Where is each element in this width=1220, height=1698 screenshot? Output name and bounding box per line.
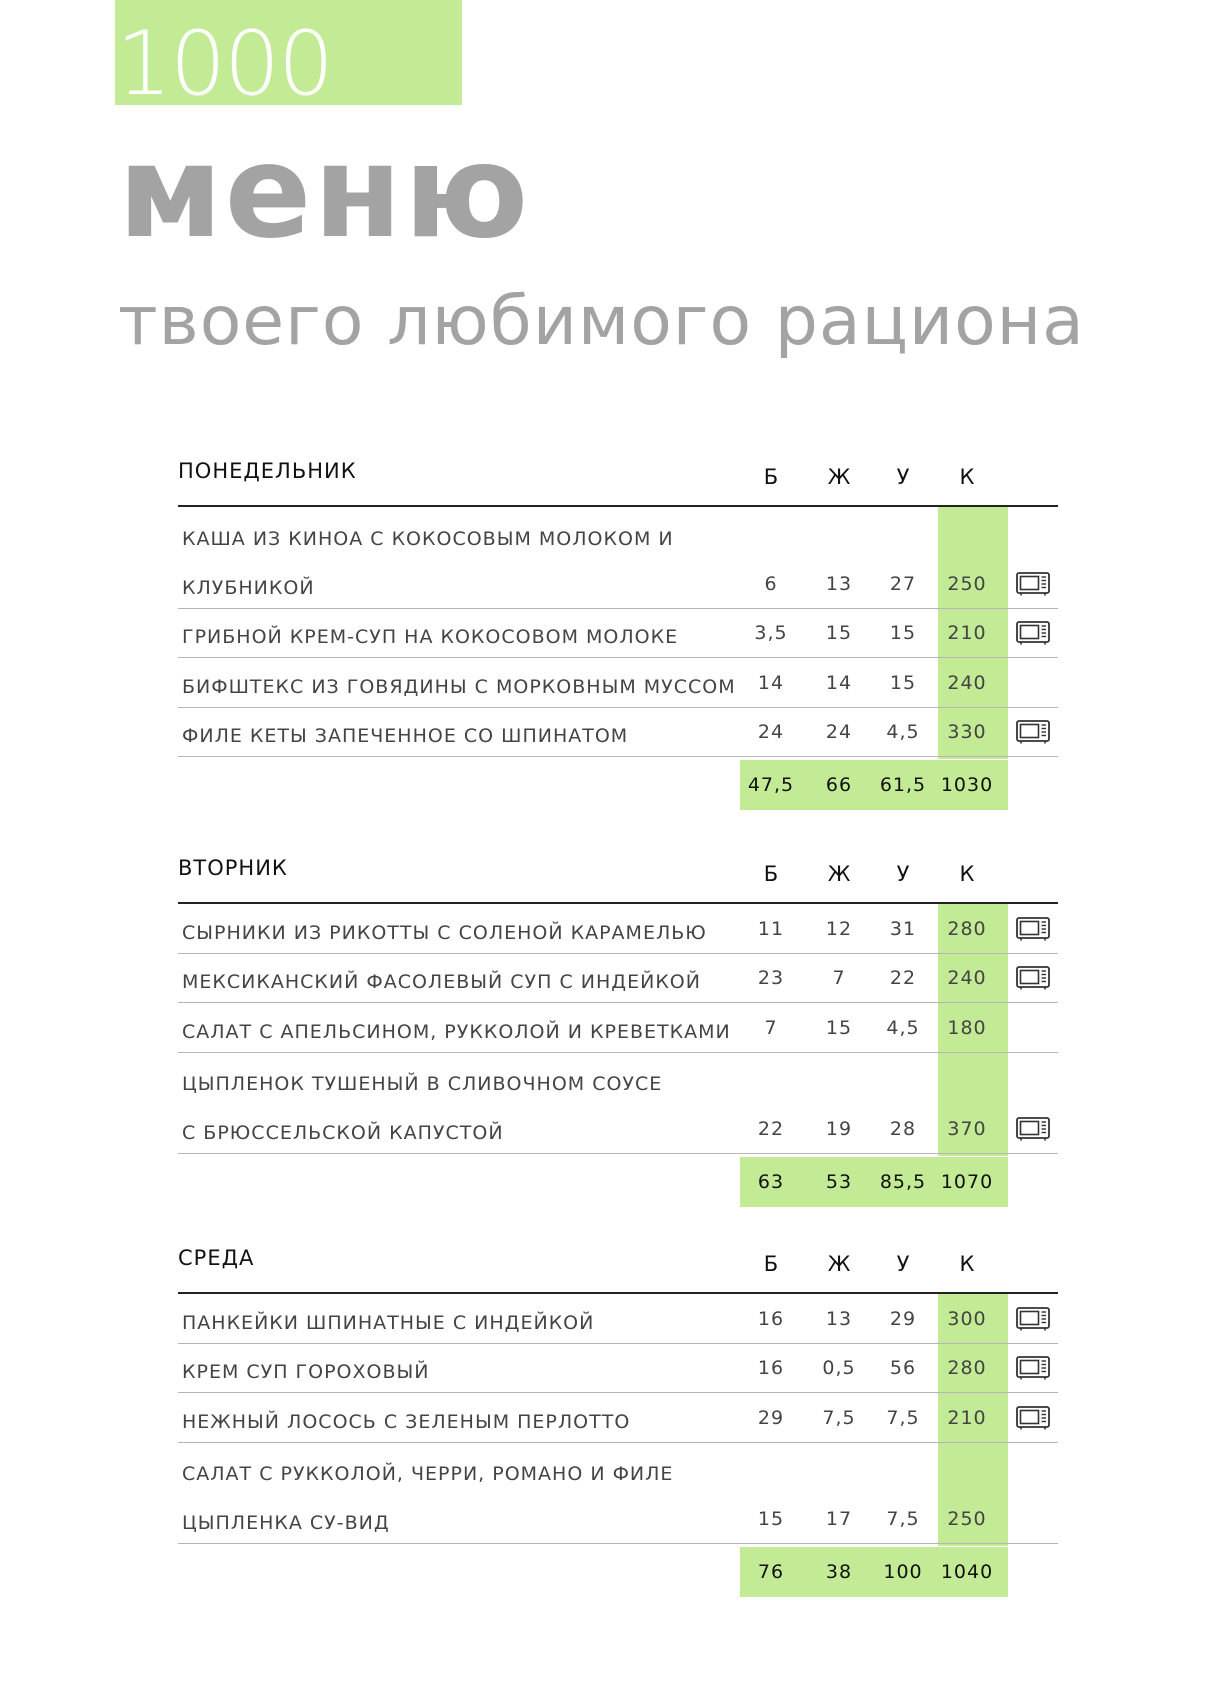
page-title: меню [118, 118, 531, 267]
meal-u-value: 31 [889, 917, 917, 940]
meal-u-value: 56 [889, 1357, 917, 1379]
total-b-value: 47,5 [747, 774, 795, 796]
meal-zh-value: 14 [825, 671, 853, 694]
column-header: Б [763, 465, 779, 489]
column-header: Ж [827, 862, 851, 886]
meal-row [178, 658, 1058, 708]
meal-zh-value: 24 [825, 721, 853, 743]
microwave-icon [1016, 720, 1050, 744]
meal-zh-value: 15 [825, 622, 853, 644]
meal-zh-value: 17 [825, 1508, 853, 1530]
meal-k-value: 210 [947, 622, 987, 644]
meal-zh-value: 15 [825, 1016, 853, 1039]
meal-u-value: 27 [889, 572, 917, 595]
total-zh-value: 66 [825, 774, 853, 796]
meal-name-line1: САЛАТ С РУККОЛОЙ, ЧЕРРИ, РОМАНО И ФИЛЕ [182, 1463, 674, 1485]
meal-b-value: 6 [764, 572, 778, 595]
badge-number: 1000 [116, 12, 332, 115]
total-u-value: 61,5 [879, 774, 927, 796]
column-header: Б [763, 862, 779, 886]
total-zh-value: 53 [825, 1171, 853, 1193]
meal-row [178, 1443, 1058, 1545]
meal-row [178, 1053, 1058, 1155]
day-name: ВТОРНИК [178, 856, 288, 880]
column-header: Ж [827, 465, 851, 489]
meal-name: ФИЛЕ КЕТЫ ЗАПЕЧЕННОЕ СО ШПИНАТОМ [182, 725, 629, 747]
meal-name: ПАНКЕЙКИ ШПИНАТНЫЕ С ИНДЕЙКОЙ [182, 1311, 595, 1334]
column-header: Б [763, 1252, 779, 1276]
meal-k-value: 210 [947, 1406, 987, 1429]
total-k-value: 1070 [940, 1171, 994, 1193]
meal-k-value: 240 [947, 671, 987, 694]
meal-zh-value: 0,5 [822, 1357, 856, 1379]
meal-row [178, 954, 1058, 1004]
meal-u-value: 4,5 [886, 721, 920, 743]
meal-name: КРЕМ СУП ГОРОХОВЫЙ [182, 1361, 430, 1383]
day-header [178, 852, 1058, 902]
total-zh-value: 38 [825, 1561, 853, 1583]
meal-u-value: 28 [889, 1118, 917, 1140]
microwave-icon [1016, 1356, 1050, 1380]
meal-name: ГРИБНОЙ КРЕМ-СУП НА КОКОСОВОМ МОЛОКЕ [182, 626, 679, 648]
meal-b-value: 14 [757, 671, 785, 694]
meal-k-value: 280 [947, 1357, 987, 1379]
day-header [178, 1242, 1058, 1292]
meal-k-value: 330 [947, 721, 987, 743]
meal-table [178, 1294, 1058, 1544]
meal-name: СЫРНИКИ ИЗ РИКОТТЫ С СОЛЕНОЙ КАРАМЕЛЬЮ [182, 921, 707, 944]
total-u-value: 85,5 [879, 1171, 927, 1193]
meal-name: ЦЫПЛЕНКА СУ-ВИД [182, 1512, 390, 1534]
meal-zh-value: 19 [825, 1118, 853, 1140]
meal-name: САЛАТ С АПЕЛЬСИНОМ, РУККОЛОЙ И КРЕВЕТКАМИ [182, 1020, 731, 1043]
meal-b-value: 29 [757, 1406, 785, 1429]
meal-k-value: 240 [947, 967, 987, 989]
meal-name: БИФШТЕКС ИЗ ГОВЯДИНЫ С МОРКОВНЫМ МУССОМ [182, 675, 736, 698]
daily-totals [740, 1547, 1008, 1597]
microwave-icon [1016, 1307, 1050, 1331]
meal-k-value: 250 [947, 572, 987, 595]
meal-k-value: 300 [947, 1307, 987, 1330]
meal-k-value: 370 [947, 1118, 987, 1140]
day-section [178, 852, 1058, 1193]
meal-row [178, 708, 1058, 758]
microwave-icon [1016, 1117, 1050, 1141]
column-header: К [959, 862, 975, 886]
meal-u-value: 7,5 [886, 1406, 920, 1429]
total-k-value: 1030 [940, 774, 994, 796]
meal-u-value: 15 [889, 622, 917, 644]
meal-u-value: 22 [889, 967, 917, 989]
meal-row [178, 904, 1058, 954]
meal-k-value: 180 [947, 1016, 987, 1039]
meal-row [178, 1344, 1058, 1394]
meal-u-value: 7,5 [886, 1508, 920, 1530]
column-header: Ж [827, 1252, 851, 1276]
column-header: К [959, 465, 975, 489]
meal-name: КЛУБНИКОЙ [182, 576, 315, 599]
meal-table [178, 904, 1058, 1154]
meal-b-value: 22 [757, 1118, 785, 1140]
microwave-icon [1016, 917, 1050, 941]
total-u-value: 100 [883, 1561, 923, 1583]
meal-u-value: 29 [889, 1307, 917, 1330]
total-k-value: 1040 [940, 1561, 994, 1583]
meal-b-value: 7 [764, 1016, 778, 1039]
microwave-icon [1016, 966, 1050, 990]
meal-row [178, 1294, 1058, 1344]
column-header: У [896, 1252, 910, 1276]
meal-k-value: 250 [947, 1508, 987, 1530]
daily-totals [740, 1157, 1008, 1207]
column-header: У [896, 862, 910, 886]
meal-b-value: 24 [757, 721, 785, 743]
day-section [178, 455, 1058, 796]
meal-zh-value: 7,5 [822, 1406, 856, 1429]
meal-b-value: 15 [757, 1508, 785, 1530]
day-name: ПОНЕДЕЛЬНИК [178, 459, 357, 483]
microwave-icon [1016, 621, 1050, 645]
meal-table [178, 507, 1058, 757]
column-header: К [959, 1252, 975, 1276]
daily-totals [740, 760, 1008, 810]
meal-b-value: 11 [757, 917, 785, 940]
meal-k-value: 280 [947, 917, 987, 940]
meal-b-value: 16 [757, 1307, 785, 1330]
meal-zh-value: 7 [832, 967, 846, 989]
meal-row [178, 1003, 1058, 1053]
total-b-value: 76 [757, 1561, 785, 1583]
meal-name-line1: ЦЫПЛЕНОК ТУШЕНЫЙ В СЛИВОЧНОМ СОУСЕ [182, 1073, 663, 1095]
page-subtitle: твоего любимого рациона [118, 282, 1085, 361]
meal-zh-value: 12 [825, 917, 853, 940]
meal-row [178, 507, 1058, 609]
meal-zh-value: 13 [825, 1307, 853, 1330]
microwave-icon [1016, 1406, 1050, 1430]
microwave-icon [1016, 572, 1050, 596]
day-section [178, 1242, 1058, 1583]
meal-zh-value: 13 [825, 572, 853, 595]
column-header: У [896, 465, 910, 489]
meal-b-value: 3,5 [754, 622, 788, 644]
meal-name: С БРЮССЕЛЬСКОЙ КАПУСТОЙ [182, 1122, 504, 1144]
meal-u-value: 4,5 [886, 1016, 920, 1039]
meal-name-line1: КАША ИЗ КИНОА С КОКОСОВЫМ МОЛОКОМ И [182, 527, 674, 550]
meal-b-value: 23 [757, 967, 785, 989]
meal-u-value: 15 [889, 671, 917, 694]
meal-name: МЕКСИКАНСКИЙ ФАСОЛЕВЫЙ СУП С ИНДЕЙКОЙ [182, 971, 701, 993]
meal-name: НЕЖНЫЙ ЛОСОСЬ С ЗЕЛЕНЫМ ПЕРЛОТТО [182, 1410, 631, 1433]
total-b-value: 63 [757, 1171, 785, 1193]
meal-row [178, 1393, 1058, 1443]
day-name: СРЕДА [178, 1246, 255, 1270]
meal-row [178, 609, 1058, 659]
meal-b-value: 16 [757, 1357, 785, 1379]
day-header [178, 455, 1058, 505]
